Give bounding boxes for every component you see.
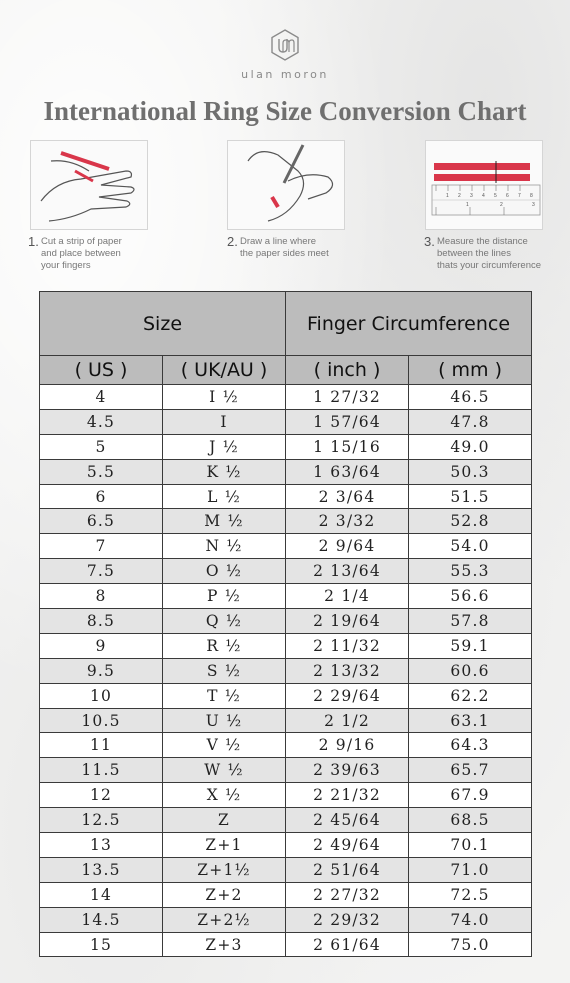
- cell-us: 12: [40, 783, 163, 808]
- step-3-illustration: [425, 140, 543, 230]
- cell-mm: 62.2: [409, 683, 532, 708]
- cell-uk-au: Z+1: [163, 833, 286, 858]
- cell-mm: 75.0: [409, 932, 532, 957]
- cell-mm: 71.0: [409, 857, 532, 882]
- ruler-tick: 3: [470, 193, 473, 199]
- step-1-illustration: [30, 140, 148, 230]
- cell-uk-au: V ½: [163, 733, 286, 758]
- cell-inch: 2 1/2: [286, 708, 409, 733]
- ruler-inch-tick: 3: [532, 202, 535, 208]
- cell-inch: 2 13/32: [286, 658, 409, 683]
- cell-us: 11: [40, 733, 163, 758]
- column-header-mm: ( mm ): [409, 356, 532, 385]
- cell-uk-au: T ½: [163, 683, 286, 708]
- cell-us: 9.5: [40, 658, 163, 683]
- table-row: [40, 409, 532, 434]
- cell-mm: 63.1: [409, 708, 532, 733]
- cell-uk-au: N ½: [163, 534, 286, 559]
- cell-inch: 2 21/32: [286, 783, 409, 808]
- cell-inch: 2 45/64: [286, 808, 409, 833]
- cell-mm: 55.3: [409, 559, 532, 584]
- cell-inch: 2 61/64: [286, 932, 409, 957]
- table-row: [40, 434, 532, 459]
- cell-inch: 1 63/64: [286, 459, 409, 484]
- ruler-tick: 6: [506, 193, 509, 199]
- cell-us: 13: [40, 833, 163, 858]
- brand-logo-icon: [268, 28, 302, 62]
- cell-us: 8: [40, 584, 163, 609]
- cell-uk-au: R ½: [163, 633, 286, 658]
- table-row: [40, 783, 532, 808]
- cell-uk-au: Z+3: [163, 932, 286, 957]
- cell-us: 15: [40, 932, 163, 957]
- cell-inch: 2 29/32: [286, 907, 409, 932]
- cell-inch: 2 19/64: [286, 609, 409, 634]
- cell-inch: 2 11/32: [286, 633, 409, 658]
- brand-header: [0, 28, 570, 81]
- ruler-tick: 4: [482, 193, 485, 199]
- hand-wrap-icon: [31, 141, 147, 229]
- cell-inch: 2 9/16: [286, 733, 409, 758]
- circumference-group-header: Finger Circumference: [286, 292, 532, 356]
- ruler-icon: [426, 141, 542, 229]
- table-row: [40, 509, 532, 534]
- cell-uk-au: X ½: [163, 783, 286, 808]
- table-row: [40, 559, 532, 584]
- cell-inch: 2 49/64: [286, 833, 409, 858]
- cell-us: 5: [40, 434, 163, 459]
- cell-us: 13.5: [40, 857, 163, 882]
- ruler-inch-tick: 1: [466, 202, 469, 208]
- step-3-caption: 3. Measure the distance between the lines thats your circumference: [424, 234, 542, 271]
- cell-uk-au: Z+2: [163, 882, 286, 907]
- step-2-illustration: [227, 140, 345, 230]
- cell-us: 7.5: [40, 559, 163, 584]
- cell-inch: 2 3/32: [286, 509, 409, 534]
- cell-mm: 49.0: [409, 434, 532, 459]
- table-row: [40, 658, 532, 683]
- cell-mm: 67.9: [409, 783, 532, 808]
- brand-name: ulan moron: [241, 68, 329, 81]
- table-row: [40, 633, 532, 658]
- cell-inch: 1 57/64: [286, 409, 409, 434]
- cell-us: 4.5: [40, 409, 163, 434]
- cell-inch: 2 1/4: [286, 584, 409, 609]
- cell-mm: 50.3: [409, 459, 532, 484]
- table-row: [40, 733, 532, 758]
- ruler-tick: 2: [458, 193, 461, 199]
- cell-mm: 74.0: [409, 907, 532, 932]
- cell-us: 8.5: [40, 609, 163, 634]
- cell-mm: 72.5: [409, 882, 532, 907]
- cell-inch: 1 27/32: [286, 385, 409, 410]
- cell-uk-au: L ½: [163, 484, 286, 509]
- ruler-tick: 1: [446, 193, 449, 199]
- cell-us: 11.5: [40, 758, 163, 783]
- cell-inch: 2 13/64: [286, 559, 409, 584]
- table-row: [40, 833, 532, 858]
- cell-mm: 54.0: [409, 534, 532, 559]
- pen-marking-icon: [228, 141, 344, 229]
- table-row: [40, 808, 532, 833]
- cell-mm: 68.5: [409, 808, 532, 833]
- cell-inch: 2 27/32: [286, 882, 409, 907]
- step-number: 1.: [28, 234, 39, 249]
- cell-mm: 47.8: [409, 409, 532, 434]
- cell-uk-au: S ½: [163, 658, 286, 683]
- cell-uk-au: M ½: [163, 509, 286, 534]
- cell-mm: 56.6: [409, 584, 532, 609]
- step-number: 3.: [424, 234, 435, 249]
- table-row: [40, 683, 532, 708]
- cell-inch: 2 51/64: [286, 857, 409, 882]
- cell-uk-au: W ½: [163, 758, 286, 783]
- cell-us: 14: [40, 882, 163, 907]
- ring-size-table: [39, 291, 532, 957]
- column-header-inch: ( inch ): [286, 356, 409, 385]
- cell-us: 14.5: [40, 907, 163, 932]
- table-row: [40, 534, 532, 559]
- cell-mm: 46.5: [409, 385, 532, 410]
- cell-us: 10.5: [40, 708, 163, 733]
- table-row: [40, 882, 532, 907]
- step-number: 2.: [227, 234, 238, 249]
- cell-uk-au: U ½: [163, 708, 286, 733]
- cell-us: 9: [40, 633, 163, 658]
- cell-inch: 2 39/63: [286, 758, 409, 783]
- cell-uk-au: Z: [163, 808, 286, 833]
- table-row: [40, 708, 532, 733]
- cell-inch: 2 3/64: [286, 484, 409, 509]
- column-header-us: ( US ): [40, 356, 163, 385]
- cell-mm: 52.8: [409, 509, 532, 534]
- ruler-tick: 5: [494, 193, 497, 199]
- cell-uk-au: J ½: [163, 434, 286, 459]
- step-1-caption: 1. Cut a strip of paper and place between your fingers: [28, 234, 122, 271]
- cell-us: 12.5: [40, 808, 163, 833]
- cell-uk-au: P ½: [163, 584, 286, 609]
- page-title: International Ring Size Conversion Chart: [43, 96, 527, 126]
- step-2-caption: 2. Draw a line where the paper sides meet: [227, 234, 329, 259]
- ruler-inch-tick: 2: [500, 202, 503, 208]
- table-row: [40, 385, 532, 410]
- cell-us: 5.5: [40, 459, 163, 484]
- table-row: [40, 857, 532, 882]
- cell-inch: 1 15/16: [286, 434, 409, 459]
- cell-uk-au: K ½: [163, 459, 286, 484]
- cell-mm: 57.8: [409, 609, 532, 634]
- size-group-header: Size: [40, 292, 286, 356]
- cell-mm: 65.7: [409, 758, 532, 783]
- cell-inch: 2 29/64: [286, 683, 409, 708]
- cell-us: 7: [40, 534, 163, 559]
- table-row: [40, 932, 532, 957]
- cell-uk-au: I: [163, 409, 286, 434]
- cell-us: 10: [40, 683, 163, 708]
- cell-uk-au: Z+2½: [163, 907, 286, 932]
- column-header-uk-au: ( UK/AU ): [163, 356, 286, 385]
- table-row: [40, 459, 532, 484]
- cell-uk-au: O ½: [163, 559, 286, 584]
- ruler-tick: 8: [530, 193, 533, 199]
- cell-mm: 51.5: [409, 484, 532, 509]
- cell-uk-au: I ½: [163, 385, 286, 410]
- cell-us: 6.5: [40, 509, 163, 534]
- cell-mm: 64.3: [409, 733, 532, 758]
- table-row: [40, 758, 532, 783]
- cell-mm: 59.1: [409, 633, 532, 658]
- ruler-tick: 7: [518, 193, 521, 199]
- table-row: [40, 907, 532, 932]
- table-row: [40, 584, 532, 609]
- cell-us: 6: [40, 484, 163, 509]
- table-row: [40, 609, 532, 634]
- cell-inch: 2 9/64: [286, 534, 409, 559]
- cell-uk-au: Z+1½: [163, 857, 286, 882]
- table-row: [40, 484, 532, 509]
- cell-uk-au: Q ½: [163, 609, 286, 634]
- cell-us: 4: [40, 385, 163, 410]
- cell-mm: 60.6: [409, 658, 532, 683]
- cell-mm: 70.1: [409, 833, 532, 858]
